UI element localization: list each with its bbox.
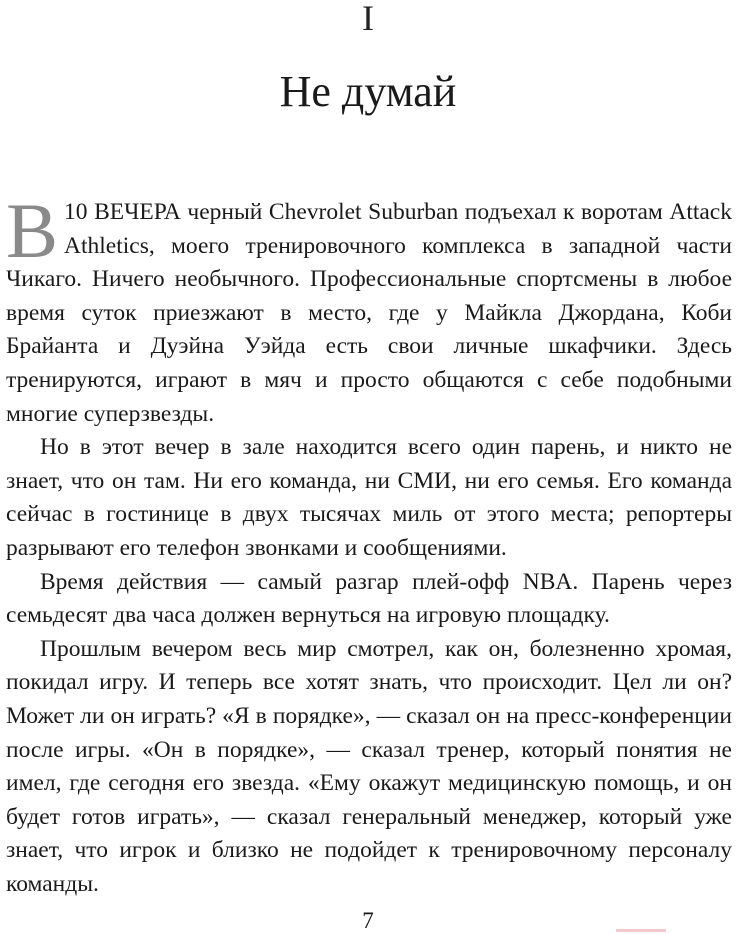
paragraph-1	[6, 187, 732, 431]
paragraph-4: Прошлым вечером весь мир смотрел, как он, болезненно хромая, покидал игру. И теперь все хотят знать, что происходит. Цел ли он? Может ли он играть? «Я в порядке», — сказал он на пресс-конференции после игры. «Он в порядке», — сказал тренер, который понятия не имел, где сегодня его звезда. «Ему окажут медицинскую помощь, и он будет готов играть», — сказал генеральный менеджер, который уже знает, что игрок и близко не подойдет к тренировочному персоналу команды.	[6, 635, 732, 897]
paragraph-2: Но в этот вечер в зале находится всего один парень, и никто не знает, что он там. Ни его команда, ни СМИ, ни его семья. Его команда сейчас в гостинице в двух тысячах миль от этого места; репортеры разрывают его телефон звонками и сообщениями.	[6, 434, 732, 561]
chapter-number: I	[362, 0, 374, 38]
paragraph-1-text: 10 ВЕЧЕРА черный Chevrolet Suburban подъехал к воротам Attack Athletics, моего тренировочного комплекса в западной части Чикаго. Ничего необычного. Профессиональные спортсмены в любое время суток приезжают в место, где у Майкла Джордана, Коби Брайанта и Дуэйна Уэйда есть свои личные шкафчики. Здесь тренируются, играют в мяч и просто общаются с себе подобными многие суперзвезды.	[6, 199, 732, 427]
page-number: 7	[362, 908, 374, 933]
chapter-body	[6, 187, 732, 901]
page-corner-mark	[616, 929, 666, 932]
drop-cap: В	[6, 187, 59, 274]
chapter-title: Не думай	[279, 67, 457, 116]
paragraph-3: Время действия — самый разгар плей-офф NBA. Парень через семьдесят два часа должен вернуться на игровую площадку.	[6, 568, 732, 629]
